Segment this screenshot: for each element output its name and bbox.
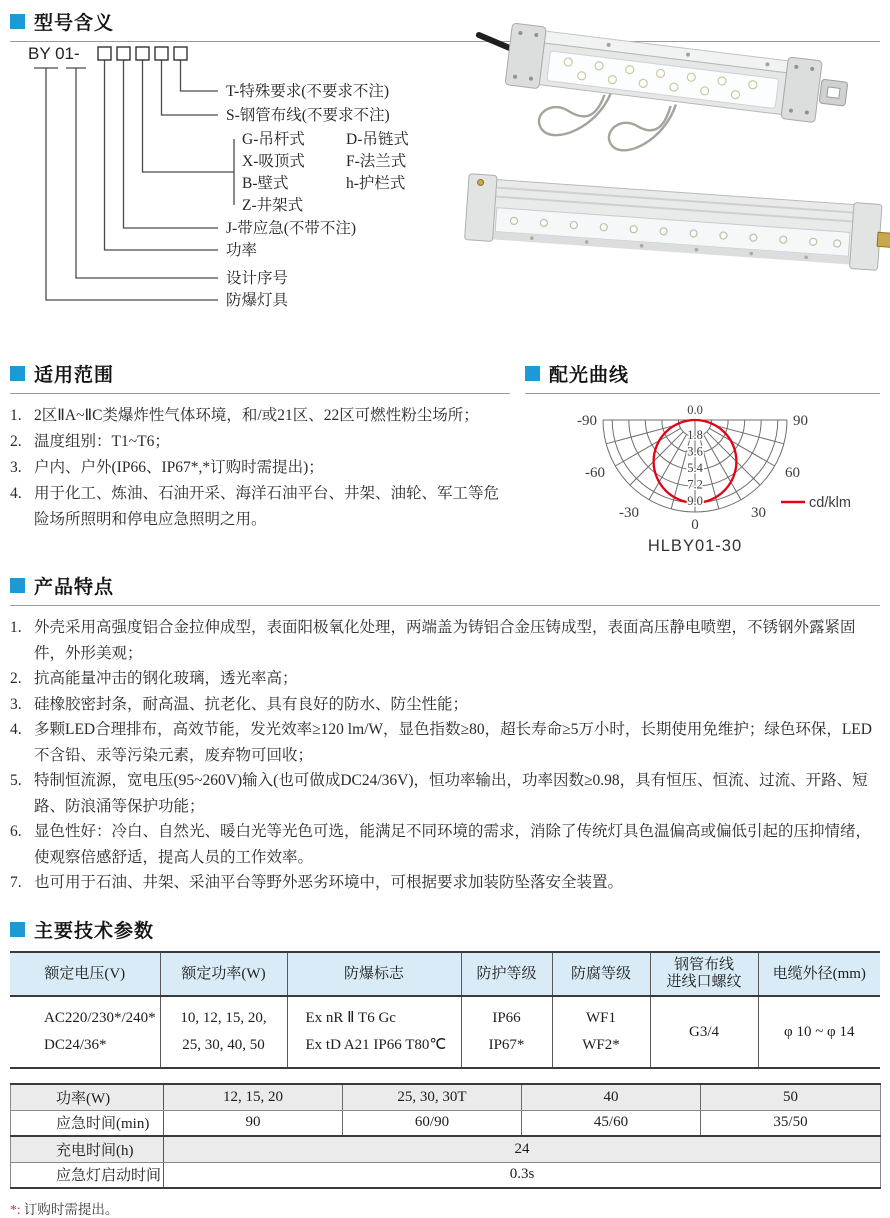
light-distribution-section — [525, 360, 880, 573]
diagram-label-mount-g: G-吊杆式 — [242, 131, 305, 148]
col-header-voltage: 额定电压(V) — [10, 952, 160, 996]
svg-text:-60: -60 — [585, 465, 605, 481]
row-label: 功率(W) — [11, 1084, 164, 1110]
model-code-boxes — [98, 47, 187, 60]
table-data-row — [10, 996, 880, 1068]
cell: 45/60 — [522, 1110, 701, 1136]
cell-span: 24 — [164, 1136, 881, 1162]
cell-cable-od: φ 10 ~ φ 14 — [758, 996, 880, 1068]
product-photo-long-fixture — [438, 166, 888, 301]
cell: 90 — [164, 1110, 343, 1136]
list-item: 3. 户内、户外(IP66、IP67*,*订购时需提出)； — [10, 459, 324, 476]
col-header-power: 额定功率(W) — [160, 952, 287, 996]
table-header-row — [10, 952, 880, 996]
footnote-marker: *: — [10, 1202, 21, 1217]
svg-text:90: 90 — [793, 413, 808, 429]
svg-text:0.0: 0.0 — [687, 403, 703, 417]
row-label: 充电时间(h) — [11, 1136, 164, 1162]
table-row-charge-time — [11, 1136, 881, 1162]
cell: 12, 15, 20 — [164, 1084, 343, 1110]
svg-text:0: 0 — [691, 517, 699, 533]
section-rule — [10, 393, 510, 394]
footnote-text: 订购时需提出。 — [23, 1202, 119, 1217]
list-item: 6. 显色性好：冷白、自然光、暖白光等光色可选，能满足不同环境的需求，消除了传统灯具色温偏高或偏低引起的压抑情绪，使观察倍感舒适，提高人员的工作效率。 — [10, 823, 872, 866]
table-row-power — [11, 1084, 881, 1110]
row-label: 应急灯启动时间 — [11, 1162, 164, 1188]
svg-text:30: 30 — [751, 505, 766, 521]
section-marker-icon — [10, 578, 25, 593]
diagram-label-mount-b: B-壁式 — [242, 175, 289, 192]
cell: 50 — [701, 1084, 881, 1110]
diagram-lines — [34, 60, 234, 300]
specs-section — [10, 916, 880, 1218]
legend-label: cd/klm — [809, 495, 851, 511]
chart-caption: HLBY01-30 — [647, 537, 743, 555]
svg-text:9.0: 9.0 — [687, 494, 703, 508]
model-code-diagram — [20, 44, 460, 316]
section-marker-icon — [10, 366, 25, 381]
main-specs-table — [10, 951, 880, 1069]
section-marker-icon — [10, 14, 25, 29]
cell-span: 0.3s — [509, 1166, 535, 1183]
footnote — [10, 1198, 880, 1218]
section-rule — [10, 605, 880, 606]
cell: 60/90 — [343, 1110, 522, 1136]
polar-distribution-chart — [525, 398, 880, 568]
diagram-label-special: T-特殊要求(不要求不注) — [226, 83, 390, 100]
cell-thread: G3/4 — [650, 996, 758, 1068]
row-label: 应急时间(min) — [11, 1110, 164, 1136]
list-item: 4. 用于化工、炼油、石油开采、海洋石油平台、井架、油轮、军工等危险场所照明和停电应急照明之用。 — [10, 485, 500, 528]
emergency-table — [10, 1083, 881, 1189]
cell: 25, 30, 30T — [343, 1084, 522, 1110]
cell-voltage: AC220/230*/240* DC24/36* — [44, 1010, 156, 1053]
svg-text:7.2: 7.2 — [687, 477, 703, 492]
svg-text:1.8: 1.8 — [687, 428, 703, 442]
cell-power: 10, 12, 15, 20, 25, 30, 40, 50 — [160, 996, 287, 1068]
section-marker-icon — [10, 922, 25, 937]
model-code-prefix: BY 01- — [28, 44, 80, 63]
cell-ip: IP66 IP67* — [461, 996, 552, 1068]
cell: 35/50 — [701, 1110, 881, 1136]
diagram-label-mount-z: Z-井架式 — [242, 197, 304, 214]
cell-ex-mark: Ex nR Ⅱ T6 Gc Ex tD A21 IP66 T80℃ — [287, 996, 461, 1068]
svg-text:-30: -30 — [619, 505, 639, 521]
diagram-label-mount-f: F-法兰式 — [346, 153, 407, 170]
section-title: 主要技术参数 — [34, 921, 155, 942]
model-meaning-section — [0, 0, 890, 352]
features-section — [10, 572, 880, 896]
section-rule — [525, 393, 880, 394]
scope-and-curve-row — [10, 360, 880, 573]
diagram-label-design: 设计序号 — [226, 270, 289, 287]
diagram-label-emergency: J-带应急(不带不注) — [226, 220, 357, 237]
list-item: 7. 也可用于石油、井架、采油平台等野外恶劣环境中，可根据要求加装防坠落安全装置。 — [10, 874, 624, 891]
svg-text:60: 60 — [785, 465, 800, 481]
col-header-thread: 钢管布线 进线口螺纹 — [650, 952, 758, 996]
chart-legend — [781, 495, 851, 511]
svg-text:3.6: 3.6 — [687, 444, 703, 459]
features-list — [10, 615, 880, 896]
diagram-label-mount-h: h-护栏式 — [346, 175, 406, 192]
col-header-ex-mark: 防爆标志 — [287, 952, 461, 996]
cell-wf: WF1 WF2* — [552, 996, 650, 1068]
product-photo-short-fixture — [455, 18, 885, 173]
section-title: 型号含义 — [34, 13, 115, 34]
list-item: 1. 2区ⅡA~ⅡC类爆炸性气体环境，和/或21区、22区可燃性粉尘场所； — [10, 407, 479, 424]
cable-gland — [877, 232, 890, 247]
diagram-label-mount-d: D-吊链式 — [346, 131, 409, 148]
col-header-cable-od: 电缆外径(mm) — [758, 952, 880, 996]
diagram-label-type: 防爆灯具 — [226, 292, 289, 309]
section-marker-icon — [525, 366, 540, 381]
col-header-wf: 防腐等级 — [552, 952, 650, 996]
table-row-start-time — [11, 1162, 881, 1188]
list-item: 2. 抗高能量冲击的钢化玻璃，透光率高； — [10, 670, 298, 687]
list-item: 2. 温度组别：T1~T6； — [10, 433, 170, 450]
list-item: 4. 多颗LED合理排布，高效节能，发光效率≥120 lm/W，显色指数≥80，超长寿命≥5万小时，长期使用免维护；绿色环保，LED不含铅、汞等污染元素，废弃物可回收； — [10, 721, 872, 764]
svg-text:5.4: 5.4 — [687, 461, 703, 475]
list-item: 3. 硅橡胶密封条，耐高温、抗老化、具有良好的防水、防尘性能； — [10, 695, 469, 713]
svg-text:-90: -90 — [577, 413, 597, 429]
diagram-label-power: 功率 — [226, 242, 258, 259]
cell: 40 — [522, 1084, 701, 1110]
mounting-bracket-slot — [827, 87, 840, 98]
section-title: 产品特点 — [34, 577, 115, 598]
diagram-label-conduit: S-钢管布线(不要求不注) — [226, 107, 390, 124]
list-item: 5. 特制恒流源，宽电压(95~260V)输入(也可做成DC24/36V)，恒功率输出，功率因数≥0.98，具有恒压、恒流、过流、开路、短路、防浪涌等保护功能； — [10, 772, 868, 815]
table-row-emergency-time — [11, 1110, 881, 1136]
col-header-ip: 防护等级 — [461, 952, 552, 996]
list-item: 1. 外壳采用高强度铝合金拉伸成型，表面阳极氧化处理，两端盖为铸铝合金压铸成型，表面高压静电喷塑，不锈钢外露紧固件，外形美观； — [10, 619, 856, 662]
section-title: 配光曲线 — [549, 365, 630, 386]
scope-list — [10, 403, 510, 533]
scope-section — [10, 360, 510, 573]
section-title: 适用范围 — [34, 365, 115, 386]
diagram-label-mount-x: X-吸顶式 — [242, 153, 305, 170]
